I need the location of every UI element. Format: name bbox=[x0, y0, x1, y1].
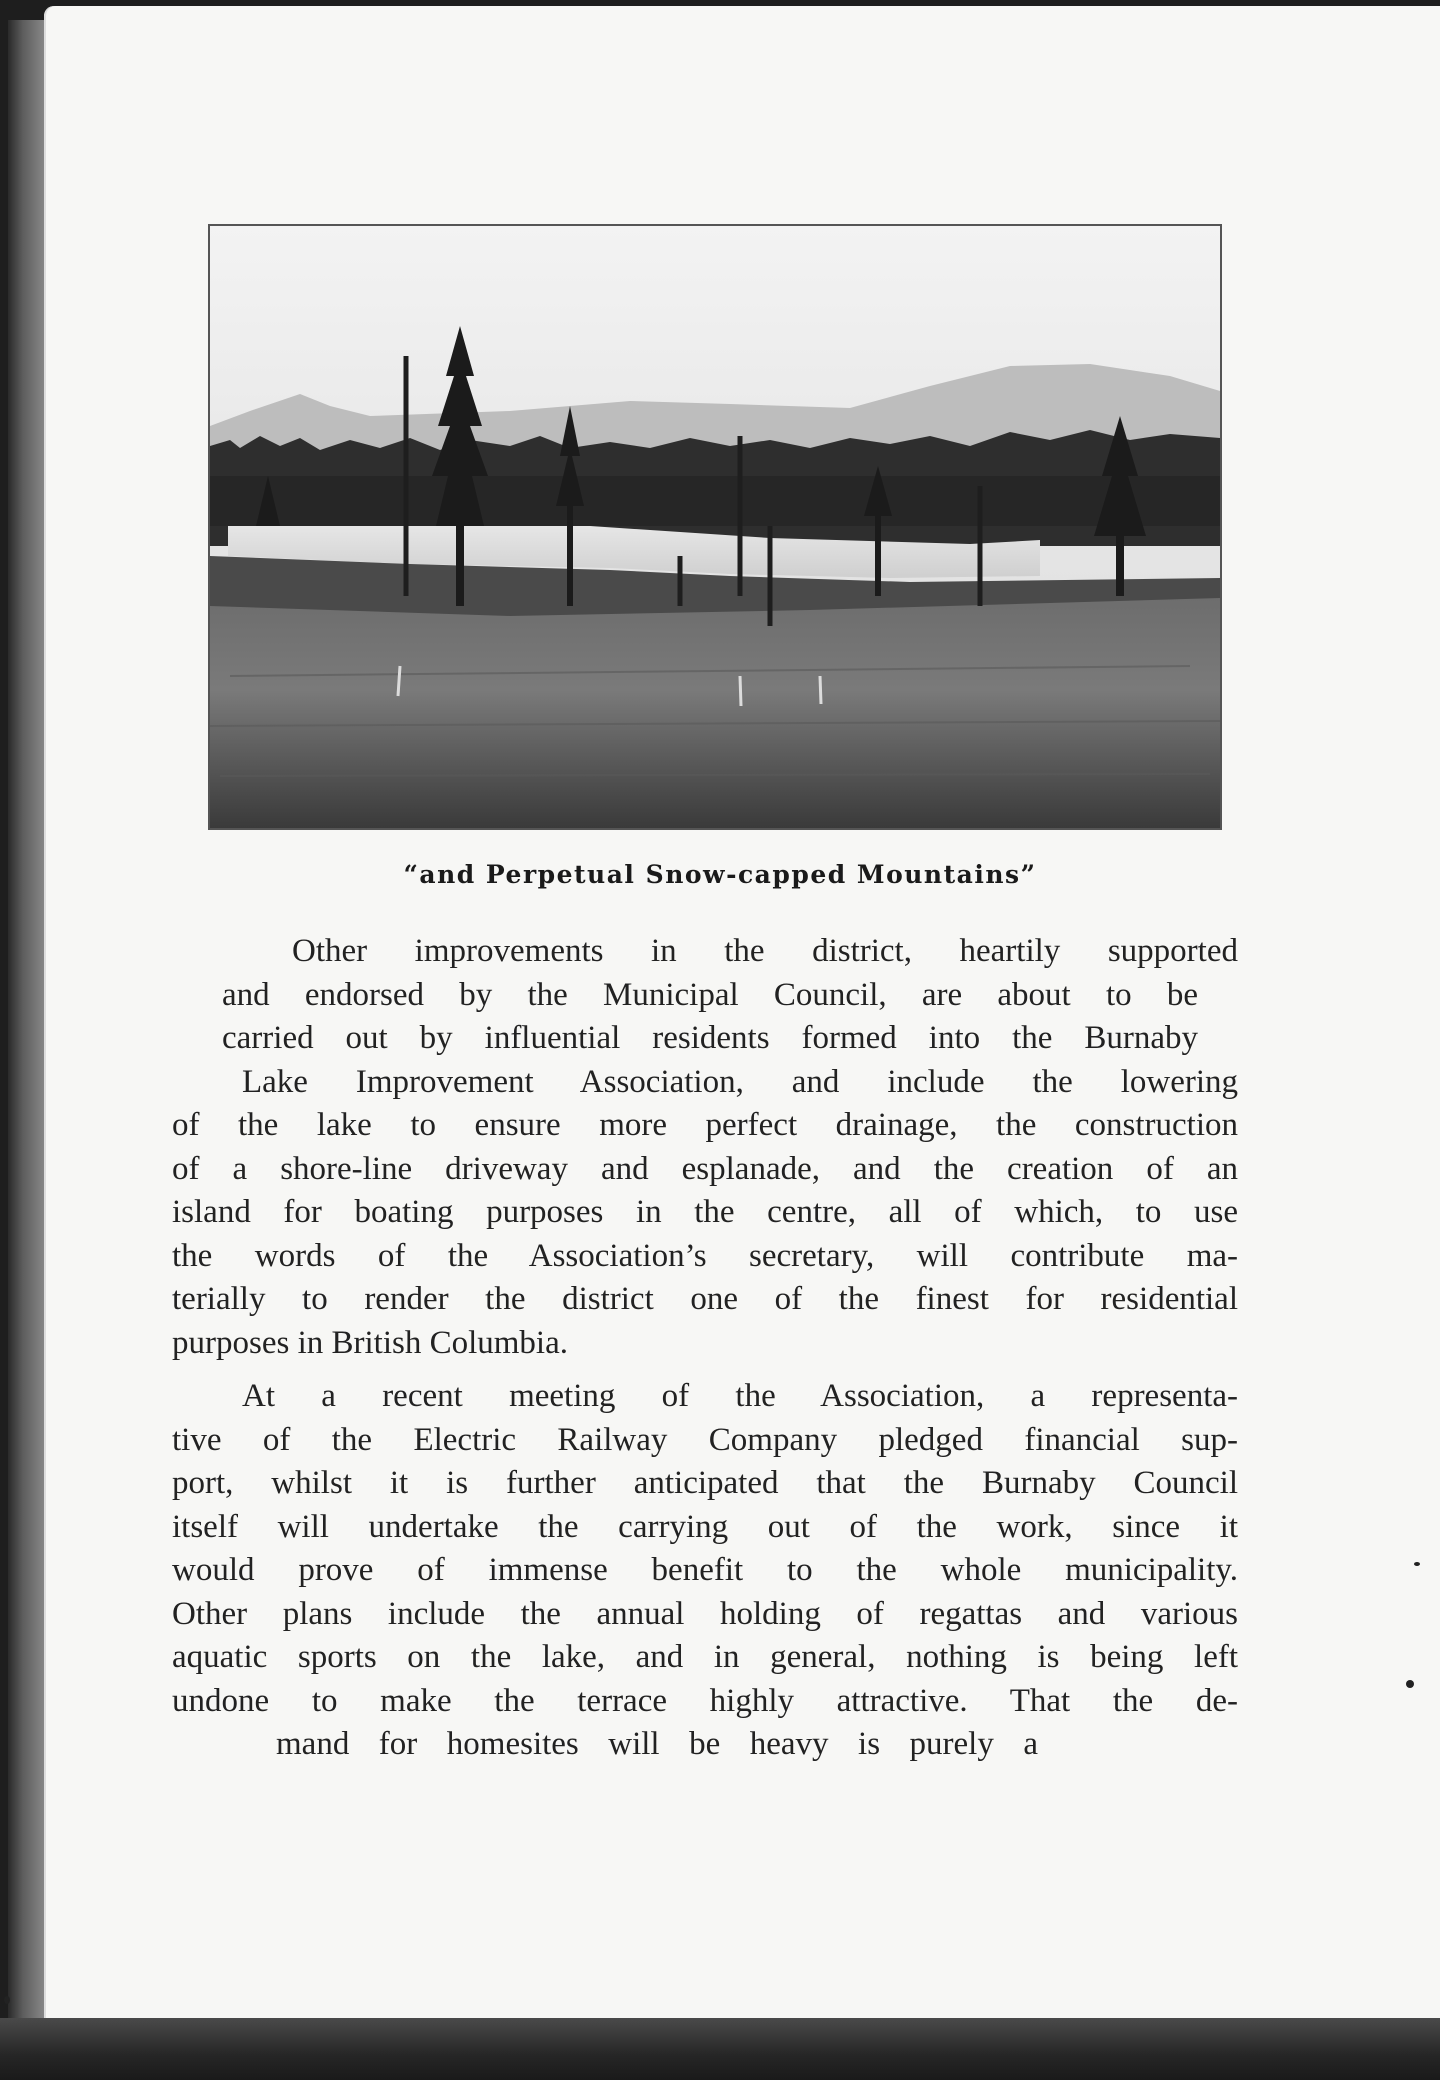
text-line: Other plans include the annual holding of regattas and various bbox=[172, 1595, 1238, 1632]
paragraph-1 bbox=[172, 930, 1238, 1365]
book-spine-edge bbox=[8, 20, 46, 2020]
text-line: tive of the Electric Railway Company pledged financial sup- bbox=[172, 1421, 1238, 1458]
text-line: undone to make the terrace highly attractive. That the de- bbox=[172, 1682, 1238, 1719]
text-line: Other improvements in the district, heartily supported bbox=[292, 933, 1238, 969]
scan-speck bbox=[4, 1996, 10, 2004]
text-line: aquatic sports on the lake, and in general, nothing is being left bbox=[172, 1639, 1238, 1675]
text-line: terially to render the district one of the finest for residential bbox=[172, 1281, 1238, 1317]
text-line: of the lake to ensure more perfect drainage, the construction bbox=[172, 1107, 1238, 1143]
text-line: island for boating purposes in the centre, all of which, to use bbox=[172, 1194, 1238, 1230]
photo-caption: “and Perpetual Snow-capped Mountains” bbox=[403, 860, 1037, 889]
scan-bottom-edge bbox=[0, 2018, 1440, 2080]
scan-speck bbox=[1414, 1562, 1420, 1566]
scan-speck bbox=[1406, 1680, 1414, 1688]
text-line: and endorsed by the Municipal Council, are about to be bbox=[222, 976, 1198, 1013]
text-line: Lake Improvement Association, and include the lowering bbox=[242, 1063, 1238, 1100]
text-line: of a shore-line driveway and esplanade, and the creation of an bbox=[172, 1150, 1238, 1187]
text-line: the words of the Association’s secretary, will contribute ma- bbox=[172, 1237, 1238, 1274]
landscape-photograph bbox=[208, 224, 1222, 830]
paragraph-2 bbox=[172, 1375, 1238, 1767]
text-line: At a recent meeting of the Association, a representa- bbox=[242, 1378, 1238, 1414]
article-text bbox=[172, 930, 1238, 1767]
text-line: purposes in British Columbia. bbox=[172, 1324, 568, 1361]
text-line: mand for homesites will be heavy is purely a bbox=[276, 1726, 1038, 1762]
text-line: itself will undertake the carrying out of the work, since it bbox=[172, 1508, 1238, 1545]
text-line: carried out by influential residents formed into the Burnaby bbox=[222, 1020, 1198, 1056]
text-line: would prove of immense benefit to the whole municipality. bbox=[172, 1552, 1238, 1588]
text-line: port, whilst it is further anticipated that the Burnaby Council bbox=[172, 1465, 1238, 1501]
